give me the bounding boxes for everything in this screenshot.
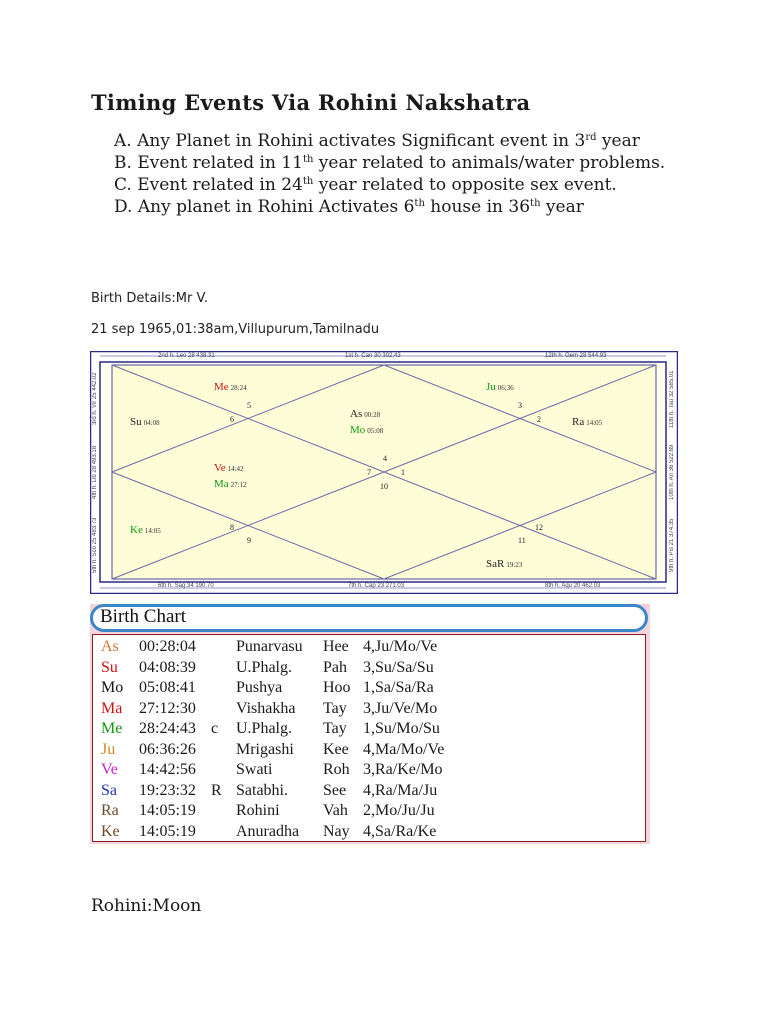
table-cell-deg: 06:36:26: [139, 740, 196, 758]
table-cell-nak: Punarvasu: [236, 638, 303, 655]
page-title: Timing Events Via Rohini Nakshatra: [91, 90, 531, 115]
right-label-1: 11th h. Tau 32 585.01: [669, 370, 675, 428]
table-cell-nak: Mrigashi: [236, 740, 294, 758]
footer-note: Rohini:Moon: [91, 896, 202, 916]
house-number: 5: [247, 401, 251, 410]
house-number: 9: [247, 536, 251, 545]
planet-ve: Ve 14:42: [214, 462, 244, 474]
table-cell-pada: 1,Su/Mo/Su: [363, 720, 440, 737]
birth-chart-body: [92, 634, 646, 842]
table-cell-syl: Nay: [323, 822, 350, 840]
house-number: 4: [383, 454, 387, 463]
table-cell-nak: U.Phalg.: [236, 720, 292, 737]
right-label-3: 9th h. Pis 21 374.35: [669, 518, 675, 572]
table-cell-planet: Ke: [101, 822, 120, 840]
table-cell-nak: Vishakha: [236, 699, 296, 717]
table-cell-syl: Tay: [323, 699, 347, 717]
table-cell-pada: 1,Sa/Sa/Ra: [363, 679, 434, 696]
house-number: 12: [535, 523, 543, 532]
events-list: [114, 130, 714, 218]
table-cell-deg: 04:08:39: [139, 658, 196, 676]
table-cell-syl: Kee: [323, 740, 349, 758]
table-cell-pada: 4,Ra/Ma/Ju: [363, 781, 438, 799]
list-item: B. Event related in 11th year related to animals/water problems.: [114, 153, 666, 173]
table-cell-flag: R: [211, 781, 222, 799]
table-cell-deg: 14:05:19: [139, 822, 196, 840]
table-cell-deg: 19:23:32: [139, 781, 196, 799]
table-cell-planet: Ra: [101, 802, 119, 819]
top-label-2: 1st h. Can 30 302.43: [345, 353, 401, 359]
planet-sar: SaR 19:23: [486, 558, 523, 570]
table-cell-pada: 4,Ma/Mo/Ve: [363, 740, 445, 758]
table-cell-pada: 3,Ra/Ke/Mo: [363, 761, 443, 778]
table-cell-nak: U.Phalg.: [236, 658, 292, 676]
table-cell-planet: Ma: [101, 699, 123, 717]
planet-mo: Mo 05:08: [350, 424, 384, 436]
birth-chart-title: Birth Chart: [100, 606, 187, 627]
list-item: D. Any planet in Rohini Activates 6th house in 36th year: [114, 197, 584, 217]
table-cell-syl: Hee: [323, 638, 349, 655]
planet-ke: Ke 14:05: [130, 524, 161, 536]
house-number: 11: [518, 536, 526, 545]
table-cell-flag: c: [211, 720, 219, 737]
table-cell-nak: Anuradha: [236, 822, 300, 840]
table-cell-planet: Me: [101, 720, 123, 737]
house-number: 1: [401, 468, 405, 477]
table-cell-deg: 27:12:30: [139, 699, 196, 717]
table-cell-nak: Rohini: [236, 802, 280, 819]
table-cell-syl: Vah: [323, 802, 348, 819]
planet-su: Su 04:08: [130, 416, 160, 428]
planet-ju: Ju 06:36: [486, 381, 514, 393]
birth-date-place: 21 sep 1965,01:38am,Villupurum,Tamilnadu: [91, 322, 380, 337]
top-label-3: 12th h. Gem 28 544.93: [545, 353, 607, 359]
table-cell-syl: See: [323, 781, 347, 799]
table-cell-planet: Ju: [101, 740, 116, 758]
planet-ma: Ma 27:12: [214, 478, 247, 490]
table-cell-deg: 14:42:56: [139, 761, 196, 778]
planet-as: As 00:28: [350, 408, 381, 420]
table-cell-pada: 4,Ju/Mo/Ve: [363, 638, 438, 655]
natal-chart: [90, 351, 678, 594]
table-cell-pada: 3,Su/Sa/Su: [363, 658, 434, 676]
table-cell-nak: Satabhi.: [236, 781, 288, 799]
list-item: C. Event related in 24th year related to opposite sex event.: [114, 175, 617, 195]
natal-chart-graphic: [90, 351, 678, 594]
top-label-1: 2nd h. Leo 28 438.31: [158, 353, 215, 359]
table-cell-pada: 2,Mo/Ju/Ju: [363, 802, 435, 819]
bottom-label-1: 6th h. Sag 34 190.70: [158, 583, 214, 589]
table-cell-pada: 3,Ju/Ve/Mo: [363, 699, 438, 717]
table-cell-planet: Sa: [101, 781, 117, 799]
left-label-3: 5th h. Sco 25 483.73: [92, 517, 98, 573]
house-number: 2: [537, 415, 541, 424]
birth-details: Birth Details:Mr V.: [91, 291, 208, 306]
left-label-1: 3rd h. Vir 25 442.02: [92, 372, 98, 426]
right-label-2: 10th h. Ari 36 522.89: [669, 444, 675, 500]
house-number: 10: [380, 482, 388, 491]
table-cell-pada: 4,Sa/Ra/Ke: [363, 822, 437, 840]
planet-ra: Ra 14:05: [572, 416, 603, 428]
table-cell-syl: Tay: [323, 720, 347, 737]
planet-me: Me 28:24: [214, 381, 247, 393]
house-number: 8: [230, 523, 234, 532]
table-cell-deg: 00:28:04: [139, 638, 196, 655]
birth-chart-table: [90, 604, 650, 844]
table-cell-planet: Su: [101, 658, 118, 676]
house-number: 6: [230, 415, 234, 424]
bottom-label-3: 8th h. Aqu 20 462.03: [545, 583, 601, 589]
left-label-2: 4th h. Lib 28 493.18: [92, 445, 98, 499]
house-number: 3: [518, 401, 522, 410]
table-cell-planet: Ve: [101, 761, 118, 778]
table-cell-planet: Mo: [101, 679, 124, 696]
house-number: 7: [367, 468, 371, 477]
table-cell-syl: Roh: [323, 761, 350, 778]
bottom-label-2: 7th h. Cap 23 271.03: [348, 583, 405, 589]
table-cell-planet: As: [101, 638, 119, 655]
table-cell-deg: 28:24:43: [139, 720, 196, 737]
table-cell-nak: Pushya: [236, 679, 283, 696]
table-cell-syl: Hoo: [323, 679, 351, 696]
table-cell-deg: 05:08:41: [139, 679, 196, 696]
list-item: A. Any Planet in Rohini activates Significant event in 3rd year: [114, 131, 640, 151]
table-cell-deg: 14:05:19: [139, 802, 196, 819]
table-cell-nak: Swati: [236, 761, 273, 778]
table-cell-syl: Pah: [323, 658, 347, 676]
